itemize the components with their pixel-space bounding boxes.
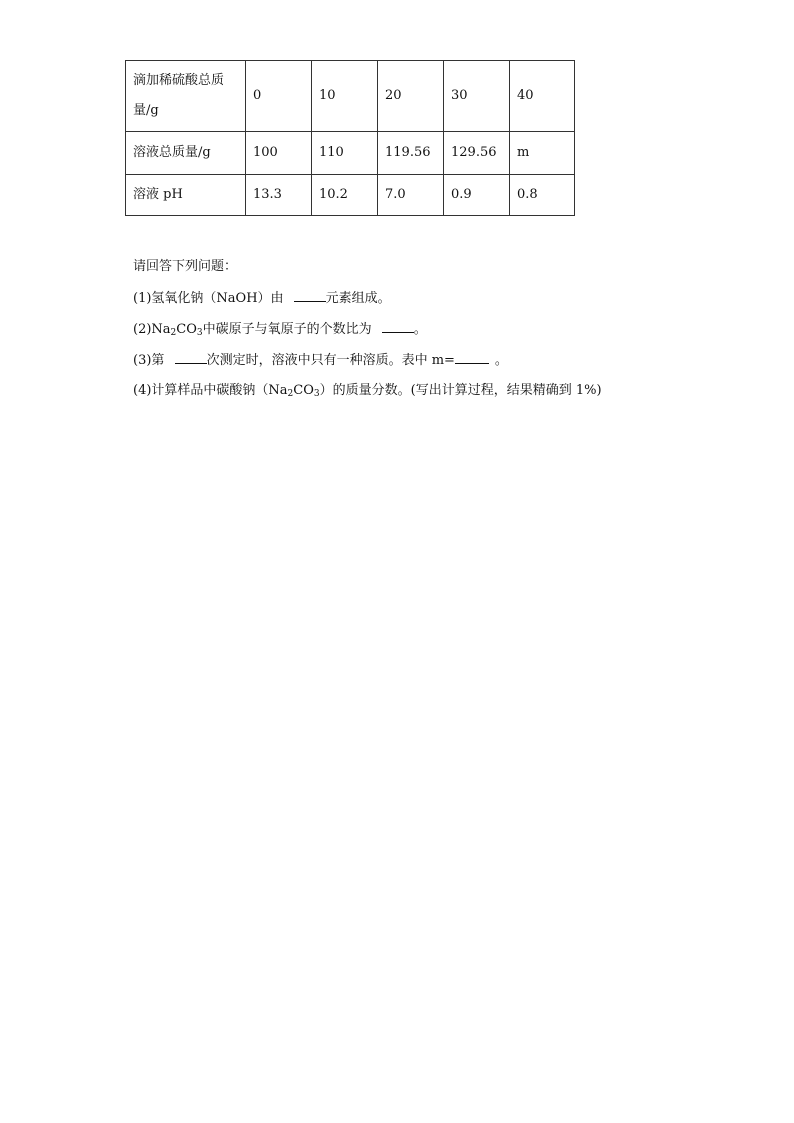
- subscript: 2: [170, 328, 177, 338]
- table-cell: 40: [510, 61, 575, 132]
- question-3: [133, 348, 753, 379]
- questions-intro: 请回答下列问题：: [133, 259, 238, 274]
- table-cell: 0.9: [444, 175, 510, 216]
- table-row: [126, 132, 575, 175]
- subscript: 3: [196, 328, 203, 338]
- table-cell: 10: [312, 61, 378, 132]
- table-cell: 100: [246, 132, 312, 175]
- table-cell: 110: [312, 132, 378, 175]
- table-cell: 10.2: [312, 175, 378, 216]
- question-text: (3)第: [133, 353, 169, 368]
- question-4: [133, 379, 753, 410]
- table-cell: 0: [246, 61, 312, 132]
- question-text: (4)计算样品中碳酸钠（Na: [133, 383, 288, 398]
- question-text: 。: [494, 353, 508, 368]
- question-text: CO: [176, 322, 197, 337]
- table-cell: 0.8: [510, 175, 575, 216]
- table-row: [126, 61, 575, 132]
- table-cell: 119.56: [378, 132, 444, 175]
- answer-blank[interactable]: [175, 348, 207, 364]
- question-text: 元素组成。: [325, 291, 391, 306]
- table-cell: m: [510, 132, 575, 175]
- subscript: 3: [313, 389, 320, 399]
- subscript: 2: [287, 389, 294, 399]
- question-2: [133, 317, 753, 348]
- question-list: [133, 255, 753, 410]
- table-cell: 129.56: [444, 132, 510, 175]
- question-text: 次测定时，溶液中只有一种溶质。表中 m=: [206, 353, 455, 368]
- question-text: (1)氢氧化钠（NaOH）由: [133, 291, 288, 306]
- question-text: 中碳原子与氧原子的个数比为: [202, 322, 376, 337]
- table-cell: 20: [378, 61, 444, 132]
- table-cell: 滴加稀硫酸总质量/g: [126, 61, 246, 132]
- answer-blank[interactable]: [455, 348, 489, 364]
- question-text: (2)Na: [133, 322, 171, 337]
- question-text: 。: [413, 322, 427, 337]
- question-1: [133, 286, 753, 317]
- answer-blank[interactable]: [294, 286, 326, 302]
- table-cell: 7.0: [378, 175, 444, 216]
- table-cell: 13.3: [246, 175, 312, 216]
- table-row: [126, 175, 575, 216]
- answer-blank[interactable]: [382, 317, 414, 333]
- table-cell: 30: [444, 61, 510, 132]
- table-cell: 溶液总质量/g: [126, 132, 246, 175]
- data-table: [125, 60, 575, 216]
- question-text: ）的质量分数。(写出计算过程，结果精确到 1%): [319, 383, 602, 398]
- table-cell: 溶液 pH: [126, 175, 246, 216]
- question-text: CO: [293, 383, 314, 398]
